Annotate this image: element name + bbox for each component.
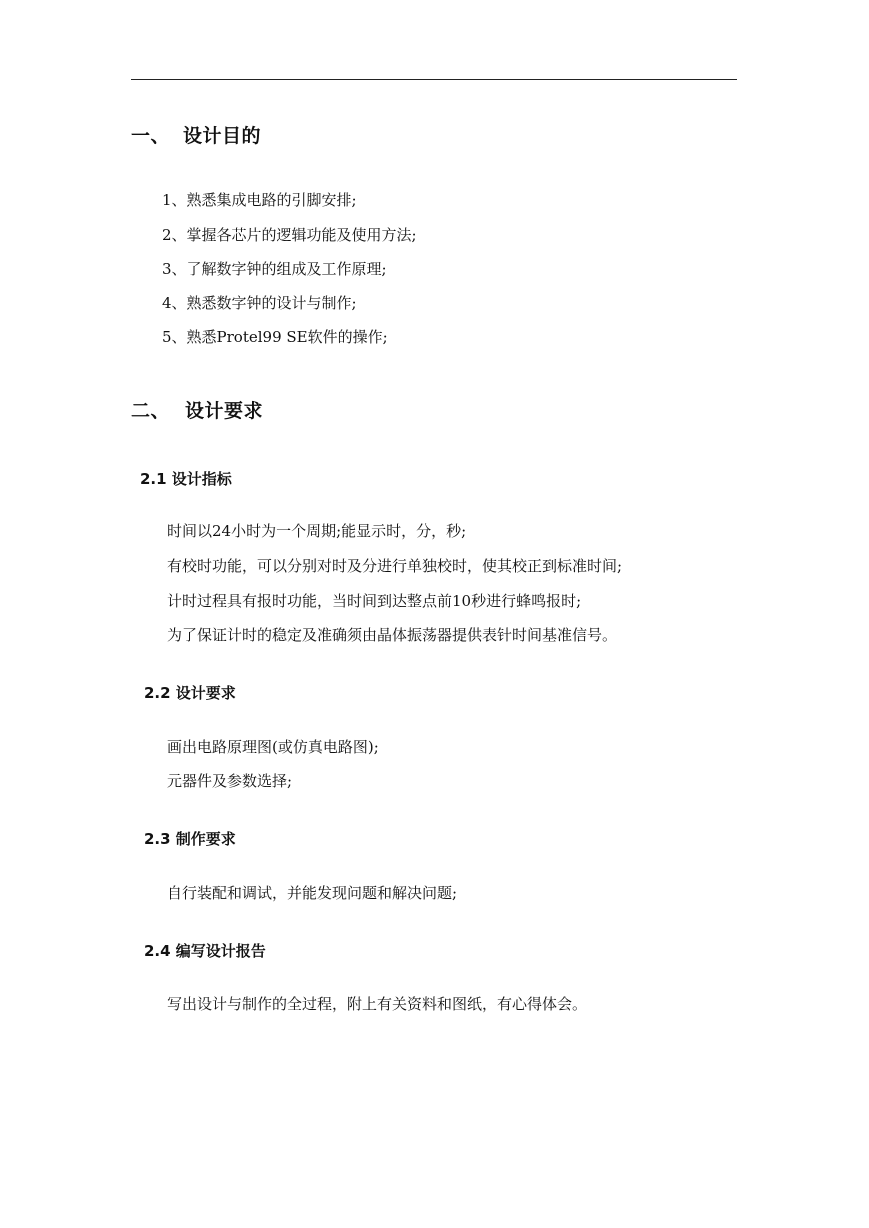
body-line: 画出电路原理图(或仿真电路图); (167, 738, 379, 756)
subsection-heading-2-2: 2.2 设计要求 (144, 684, 236, 702)
body-line: 时间以24小时为一个周期;能显示时，分，秒; (167, 522, 467, 540)
body-line: 有校时功能，可以分别对时及分进行单独校时，使其校正到标准时间; (167, 557, 623, 575)
list-item: 5、熟悉Protel99 SE软件的操作; (162, 328, 388, 346)
subsection-heading-2-4: 2.4 编写设计报告 (144, 942, 266, 960)
section-number: 二、 (131, 400, 171, 422)
list-item: 4、熟悉数字钟的设计与制作; (162, 294, 357, 312)
section-heading-2 (131, 396, 263, 423)
body-line: 计时过程具有报时功能，当时间到达整点前10秒进行蜂鸣报时; (167, 592, 582, 610)
list-item: 3、了解数字钟的组成及工作原理; (162, 260, 387, 278)
body-line: 写出设计与制作的全过程，附上有关资料和图纸，有心得体会。 (167, 995, 588, 1013)
list-item: 2、掌握各芯片的逻辑功能及使用方法; (162, 226, 417, 244)
header-rule (131, 79, 737, 80)
body-line: 自行装配和调试，并能发现问题和解决问题; (167, 884, 458, 902)
body-line: 元器件及参数选择; (167, 772, 293, 790)
section-number: 一、 (131, 125, 171, 147)
section-title: 设计要求 (185, 400, 264, 422)
list-item: 1、熟悉集成电路的引脚安排; (162, 191, 357, 209)
section-heading-1 (131, 121, 261, 148)
subsection-heading-2-1: 2.1 设计指标 (140, 470, 232, 488)
body-line: 为了保证计时的稳定及准确须由晶体振荡器提供表针时间基准信号。 (167, 626, 618, 644)
subsection-heading-2-3: 2.3 制作要求 (144, 830, 236, 848)
section-title: 设计目的 (183, 125, 262, 147)
